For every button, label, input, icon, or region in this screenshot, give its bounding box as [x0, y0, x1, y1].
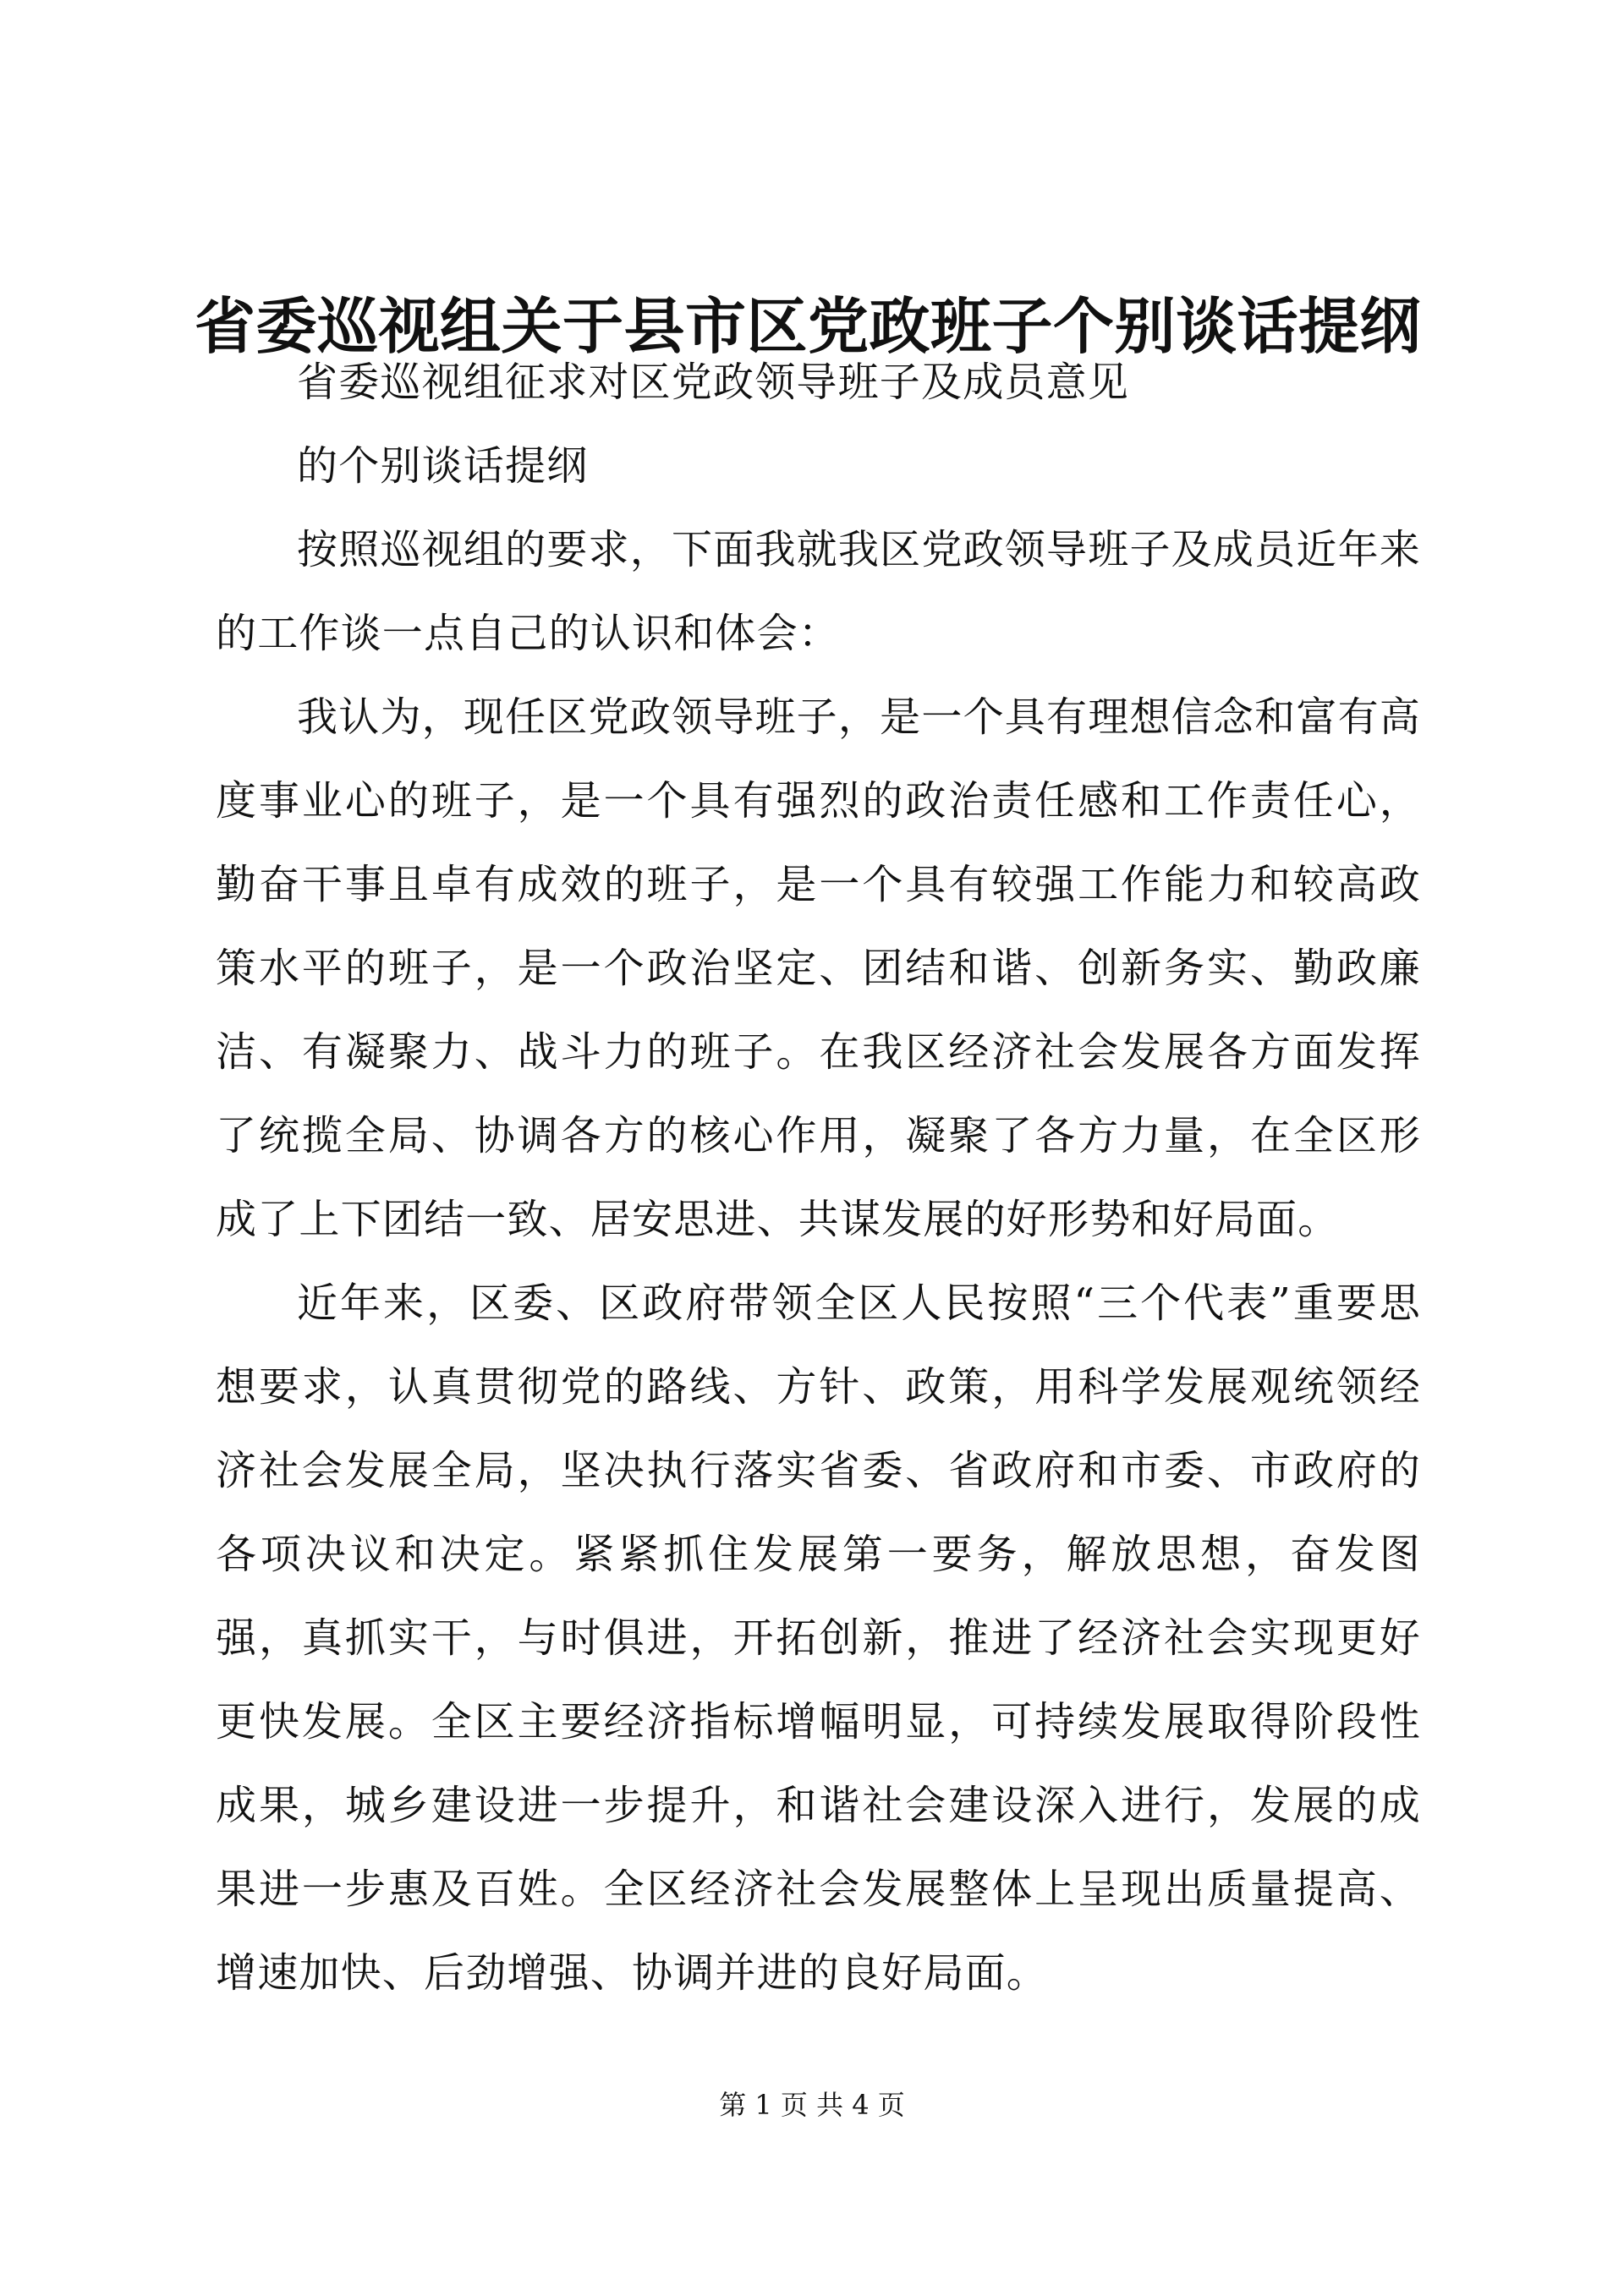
paragraph-intro: 按照巡视组的要求，下面我就我区党政领导班子及成员近年来的工作谈一点自己的认识和体会： — [216, 526, 1421, 657]
paragraph-achievements: 近年来，区委、区政府带领全区人民按照“三个代表”重要思想要求，认真贯彻党的路线、方针、政策，用科学发展观统领经济社会发展全局，坚决执行落实省委、省政府和市委、市政府的各项决议和决定。紧紧抓住发展第一要务，解放思想，奋发图强，真抓实干，与时俱进，开拓创新，推进了经济社会实现更好更快发展。全区主要经济指标增幅明显，可持续发展取得阶段性成果，城乡建设进一步提升，和谐社会建设深入进行，发展的成果进一步惠及百姓。全区经济社会发展整体上呈现出质量提高、增速加快、后劲增强、协调并进的良好局面。 — [216, 1280, 1421, 1997]
document-body — [216, 341, 1421, 2015]
page-number-footer: 第 1 页 共 4 页 — [719, 2089, 905, 2121]
paragraph-assessment: 我认为，现任区党政领导班子，是一个具有理想信念和富有高度事业心的班子，是一个具有强烈的政治责任感和工作责任心，勤奋干事且卓有成效的班子，是一个具有较强工作能力和较高政策水平的班子，是一个政治坚定、团结和谐、创新务实、勤政廉洁、有凝聚力、战斗力的班子。在我区经济社会发展各方面发挥了统揽全局、协调各方的核心作用，凝聚了各方力量，在全区形成了上下团结一致、居安思进、共谋发展的好形势和好局面。 — [216, 693, 1421, 1243]
document-title: 省委巡视组关于县市区党政班子个别谈话提纲 — [195, 290, 1422, 362]
subtitle-line-1: 省委巡视组征求对区党政领导班子及成员意见 — [297, 359, 1130, 406]
subtitle-line-2: 的个别谈话提纲 — [297, 442, 589, 490]
